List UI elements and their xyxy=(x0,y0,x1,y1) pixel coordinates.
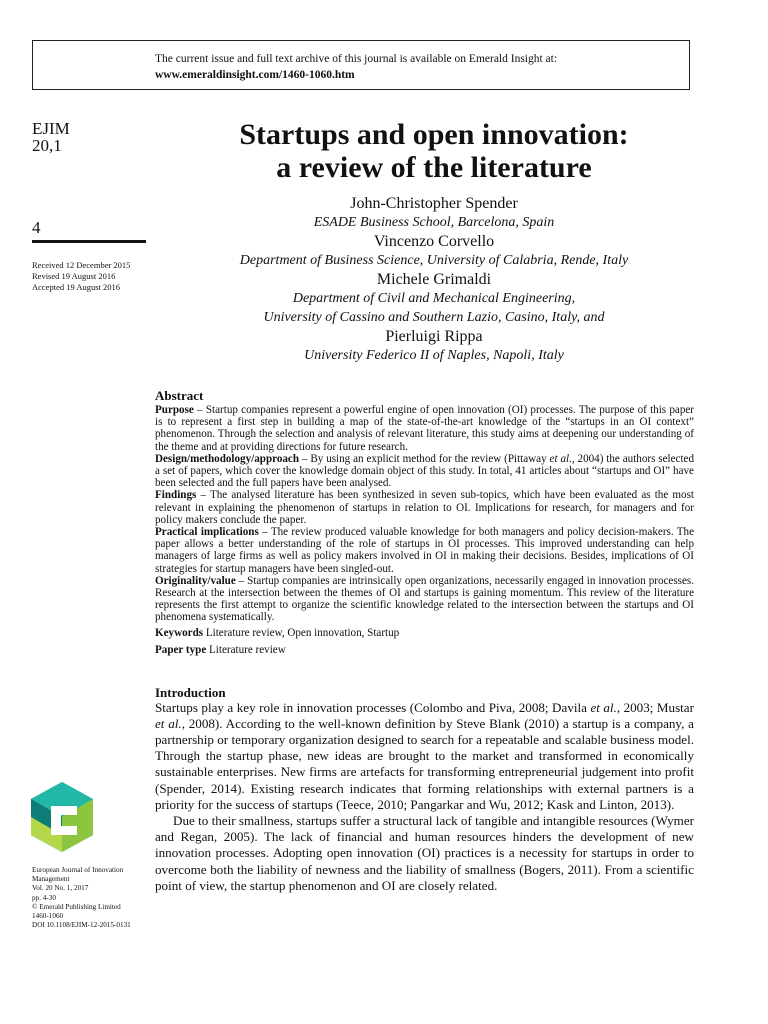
author-name: Pierluigi Rippa xyxy=(385,328,483,345)
author-affiliation: University of Cassino and Southern Lazio, Casino, Italy, and xyxy=(263,310,605,325)
abstract-findings xyxy=(155,489,694,526)
design-label: Design/methodology/approach xyxy=(155,452,300,465)
abstract-originality xyxy=(155,575,694,624)
intro-paragraph-2: Due to their smallness, startups suffer a structural lack of tangible and intangible resources (Wymer and Regan, 2005). The lack of financial and human resources hinders the development of new innovation processes. Adopting open innovation (OI) practices is a necessity for startups in order to overcome both the liability of newness and the liability of smallness (Bogers, 2011). From a scientific point of view, the startup phenomenon and OI are closely related. xyxy=(155,813,694,893)
emerald-logo-icon xyxy=(31,782,93,852)
author-name: Vincenzo Corvello xyxy=(373,233,495,250)
author-affiliation: University Federico II of Naples, Napoli, Italy xyxy=(304,348,564,363)
paper-title xyxy=(150,118,718,184)
pub-line: Vol. 20 No. 1, 2017 xyxy=(32,884,89,893)
doi-link[interactable]: DOI 10.1108/EJIM-12-2015-0131 xyxy=(32,921,131,930)
author-name: Michele Grimaldi xyxy=(376,271,492,288)
paper-type-label: Paper type xyxy=(155,643,207,656)
title-line: Startups and open innovation: xyxy=(239,118,629,151)
findings-label: Findings xyxy=(155,489,197,502)
practical-text: – The review produced valuable knowledge for both managers and policy decision-makers. The paper allows a better understanding of the role of startups in OI processes. This improved understanding can help managers of large firms as well as policy makers involved in OI in making their decisions. Besides, implications of OI strategies for startup managers have been singled-out. xyxy=(155,526,695,575)
practical-label: Practical implications xyxy=(155,526,259,539)
intro-text: , 2003; Mustar xyxy=(616,699,694,715)
abstract-practical xyxy=(155,526,694,575)
sidebar-journal-info xyxy=(32,120,147,154)
introduction-heading: Introduction xyxy=(155,684,226,700)
author-affiliation: Department of Business Science, University of Calabria, Rende, Italy xyxy=(239,253,629,268)
purpose-text: – Startup companies represent a powerful engine of open innovation (OI) processes. The purpose of this paper is to represent a first step in building a map of the state-of-the-art knowledge of the “startups in an OI context” phenomenon. Through the selection and analysis of relevant literature, this study aims at deepening our understanding of the theme and at providing directions for future research. xyxy=(155,404,694,453)
pub-line: Management xyxy=(32,875,70,884)
page-number: 4 xyxy=(32,218,41,237)
abstract-design xyxy=(155,453,694,490)
keywords-text: Literature review, Open innovation, Startup xyxy=(203,626,400,639)
notice-text: The current issue and full text archive of this journal is available on Emerald Insight at: xyxy=(155,53,558,65)
author-list xyxy=(150,194,718,365)
abstract-purpose xyxy=(155,404,694,453)
pub-line: European Journal of Innovation xyxy=(32,866,124,874)
design-text: , 2004) the authors selected a set of papers, which cover the knowledge domain object of this study. In total, 41 articles about “startups and OI” have been selected and the full papers have been analysed. xyxy=(155,452,695,490)
journal-volume: 20,1 xyxy=(32,136,62,155)
originality-label: Originality/value xyxy=(155,574,236,587)
et-al: et al. xyxy=(590,699,617,715)
revised-date: Revised 19 August 2016 xyxy=(32,271,116,281)
author-affiliation: ESADE Business School, Barcelona, Spain xyxy=(313,215,555,230)
accepted-date: Accepted 19 August 2016 xyxy=(32,282,121,292)
intro-text: , 2008). According to the well-known definition by Steve Blank (2010) a startup is a company, a partnership or temporary organization designed to search for a repeatable and scalable business model. Through the startup phase, new ideas are brought to the market and transformed in economically sustainable enterprises. New firms are artefacts for transforming entrepreneurial judgement into profit (Spender, 2014). Existing research indicates that forming relationships with external partners is a priority for the success of startups (Teece, 2010; Pangarkar and Wu, 2012; Kask and Linton, 2013). xyxy=(155,715,694,812)
notice-url-link[interactable]: www.emeraldinsight.com/1460-1060.htm xyxy=(155,69,355,81)
pub-line: 1460-1060 xyxy=(32,912,64,921)
received-date: Received 12 December 2015 xyxy=(32,260,131,270)
et-al: et al. xyxy=(549,452,572,465)
intro-text: Startups play a key role in innovation processes (Colombo and Piva, 2008; Davila xyxy=(155,699,591,715)
keywords xyxy=(155,626,694,641)
design-text: – By using an explicit method for the review (Pittaway xyxy=(299,452,550,465)
sidebar-divider xyxy=(32,240,146,243)
author-affiliation: Department of Civil and Mechanical Engineering, xyxy=(292,291,576,306)
originality-text: – Startup companies are intrinsically open organizations, necessarily engaged in innovation processes. Research at the intersection between the themes of OI and startups is gaining momentum. This review of the literature represents the first attempt to organize the scientific knowledge related to the intersection between the startups and OI phenomena systematically. xyxy=(155,574,694,624)
paper-type-text: Literature review xyxy=(206,643,286,656)
paper-type xyxy=(155,643,694,658)
pub-line: pp. 4-30 xyxy=(32,893,56,902)
keywords-label: Keywords xyxy=(155,626,204,639)
abstract-heading: Abstract xyxy=(155,388,204,403)
et-al: et al. xyxy=(155,715,182,731)
purpose-label: Purpose xyxy=(155,404,194,416)
publication-info xyxy=(32,866,150,930)
author-name: John-Christopher Spender xyxy=(350,195,518,212)
pub-line: © Emerald Publishing Limited xyxy=(32,902,121,911)
title-line: a review of the literature xyxy=(276,151,592,184)
main-content xyxy=(155,388,694,894)
journal-code: EJIM xyxy=(32,119,70,138)
findings-text: – The analysed literature has been synthesized in seven sub-topics, which have been evaluated as the most relevant in explaining the phenomenon of startups in relation to OI. Implications for research, for managers and for policy makers conclude the paper. xyxy=(155,489,694,526)
article-dates xyxy=(32,260,130,293)
journal-notice-box xyxy=(32,40,690,90)
intro-paragraph-1 xyxy=(155,700,694,813)
